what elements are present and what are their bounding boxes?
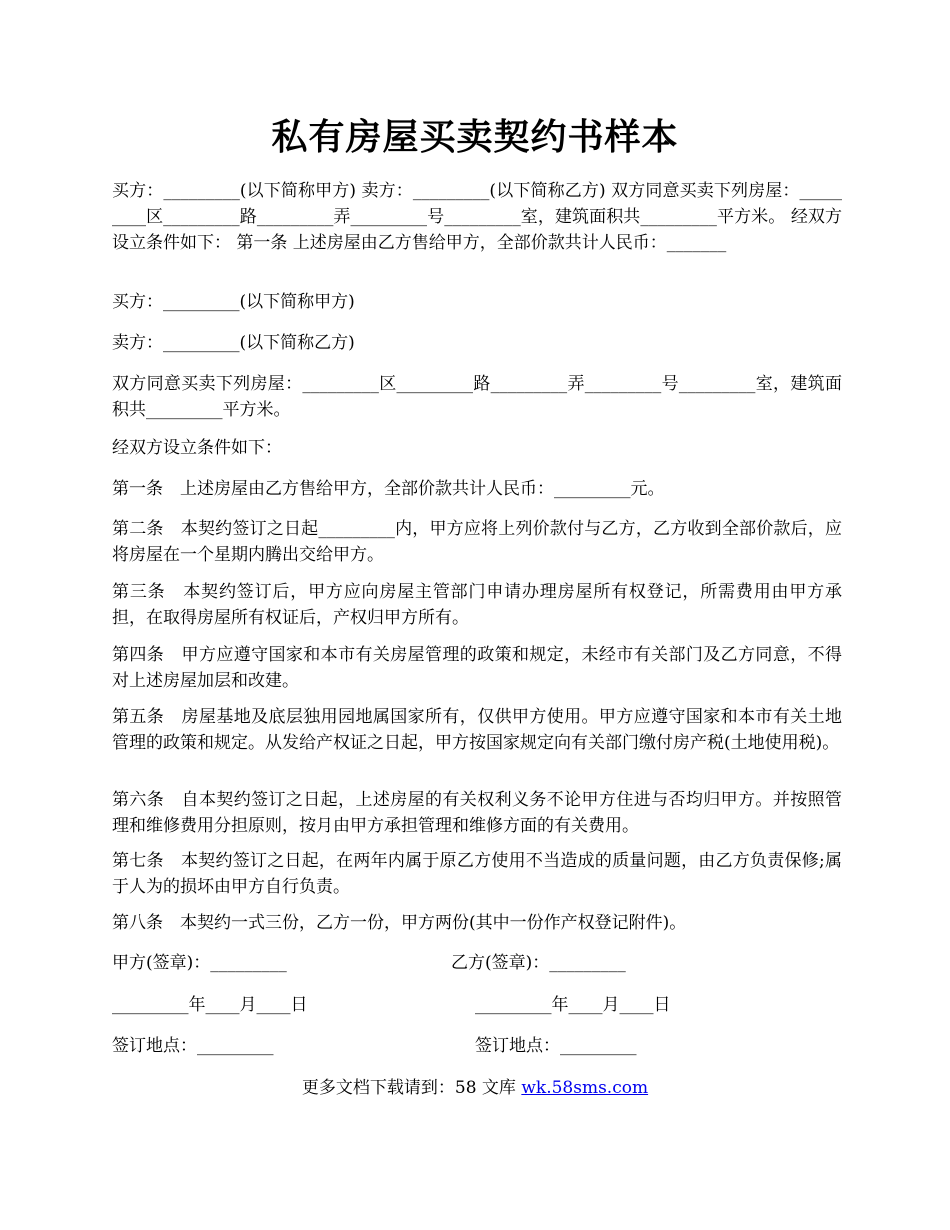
party-b-signature: 乙方(签章)：_________ <box>451 953 626 973</box>
article-4: 第四条 甲方应遵守国家和本市有关房屋管理的政策和规定，未经市有关部门及乙方同意，不得对上述房屋加层和改建。 <box>112 645 842 691</box>
party-a-place: 签订地点：_________ <box>112 1036 274 1056</box>
party-b-place: 签订地点：_________ <box>475 1036 637 1056</box>
party-a-signature: 甲方(签章)：_________ <box>112 953 287 973</box>
party-b-date: _________年____月____日 <box>475 995 671 1015</box>
seller-line: 卖方：_________(以下简称乙方) <box>112 333 355 353</box>
footer-link[interactable]: wk.58sms.com <box>521 1078 649 1098</box>
article-3: 第三条 本契约签订后，甲方应向房屋主管部门申请办理房屋所有权登记，所需费用由甲方承担，在取得房屋所有权证后，产权归甲方所有。 <box>112 582 842 628</box>
article-6: 第六条 自本契约签订之日起，上述房屋的有关权利义务不论甲方住进与否均归甲方。并按照管理和维修费用分担原则，按月由甲方承担管理和维修方面的有关费用。 <box>112 790 842 836</box>
house-description: 双方同意买卖下列房屋：_________区_________路_________弄_________号_________室，建筑面积共_________平方米。 <box>112 374 842 420</box>
party-a-date: _________年____月____日 <box>112 995 308 1015</box>
article-7: 第七条 本契约签订之日起，在两年内属于原乙方使用不当造成的质量问题，由乙方负责保修;属于人为的损坏由甲方自行负责。 <box>112 851 842 897</box>
article-2: 第二条 本契约签订之日起_________内，甲方应将上列价款付与乙方，乙方收到全部价款后，应将房屋在一个星期内腾出交给甲方。 <box>112 519 842 565</box>
intro-paragraph: 买方：_________(以下简称甲方) 卖方：_________(以下简称乙方) 双方同意买卖下列房屋：_________区_________路_________弄_________号_________室，建筑面积共_________平方米。 经双方设立条件如下： 第一条 上述房屋由乙方售给甲方，全部价款共计人民币：_______ <box>112 181 842 253</box>
article-8: 第八条 本契约一式三份，乙方一份，甲方两份(其中一份作产权登记附件)。 <box>112 913 687 933</box>
conditions-heading: 经双方设立条件如下： <box>112 438 282 458</box>
footer <box>0 1075 950 1101</box>
article-1: 第一条 上述房屋由乙方售给甲方，全部价款共计人民币：_________元。 <box>112 479 665 499</box>
footer-text: 更多文档下载请到：58 文库 <box>301 1078 522 1098</box>
document-title: 私有房屋买卖契约书样本 <box>271 116 679 158</box>
article-5: 第五条 房屋基地及底层独用园地属国家所有，仅供甲方使用。甲方应遵守国家和本市有关土地管理的政策和规定。从发给产权证之日起，甲方按国家规定向有关部门缴付房产税(土地使用税)。 <box>112 707 842 753</box>
buyer-line: 买方：_________(以下简称甲方) <box>112 292 355 312</box>
